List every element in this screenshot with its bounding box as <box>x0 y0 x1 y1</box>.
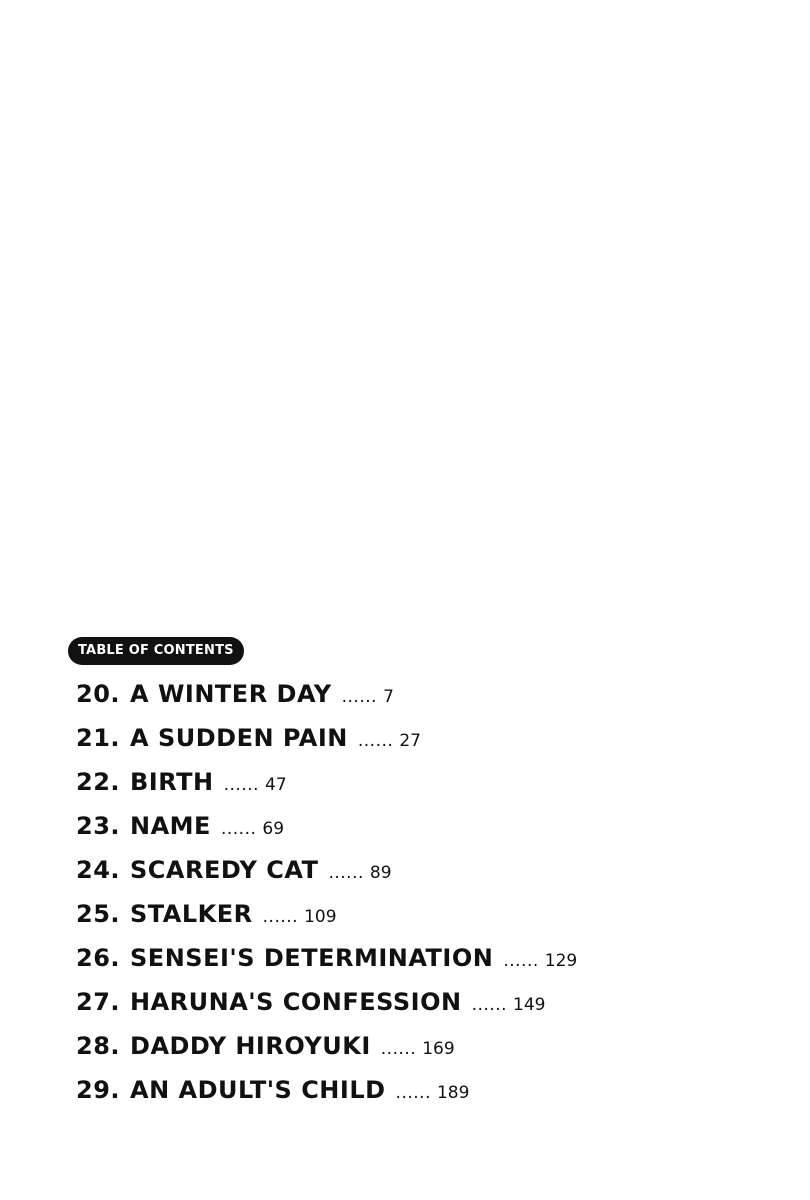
chapter-title: SCAREDY CAT <box>130 856 319 884</box>
chapter-number: 25. <box>76 900 121 928</box>
chapter-title: DADDY HIROYUKI <box>130 1032 371 1060</box>
page-number: 89 <box>369 863 392 883</box>
toc-entry[interactable] <box>76 1032 577 1076</box>
leader-dots: ...... <box>262 907 299 927</box>
page-number: 149 <box>513 995 546 1015</box>
page-number: 47 <box>265 775 287 795</box>
toc-heading-badge <box>68 637 244 665</box>
leader-dots: ...... <box>503 951 539 971</box>
chapter-number: 22. <box>76 768 121 796</box>
page-number: 69 <box>262 819 285 839</box>
leader-dots: ...... <box>328 863 364 883</box>
chapter-number: 27. <box>76 988 121 1016</box>
toc-list <box>76 680 577 1120</box>
leader-dots: ...... <box>471 995 508 1015</box>
toc-entry[interactable] <box>76 900 577 944</box>
toc-entry[interactable] <box>76 856 577 900</box>
page-number: 189 <box>436 1083 470 1103</box>
chapter-title: SENSEI'S DETERMINATION <box>130 944 494 972</box>
chapter-title: NAME <box>130 812 211 840</box>
toc-entry[interactable] <box>76 680 577 724</box>
page-number: 129 <box>544 951 578 971</box>
chapter-number: 26. <box>76 944 121 972</box>
leader-dots: ...... <box>223 775 260 795</box>
page-number: 109 <box>304 907 337 927</box>
toc-heading: TABLE OF CONTENTS <box>78 643 234 658</box>
page-number: 169 <box>422 1039 455 1059</box>
chapter-title: STALKER <box>130 900 253 928</box>
chapter-title: A WINTER DAY <box>130 680 332 708</box>
leader-dots: ...... <box>357 731 394 751</box>
chapter-title: BIRTH <box>130 768 214 796</box>
toc-entry[interactable] <box>76 768 577 812</box>
chapter-title: AN ADULT'S CHILD <box>130 1076 386 1104</box>
page-number: 7 <box>383 687 394 707</box>
leader-dots: ...... <box>220 819 257 839</box>
chapter-number: 23. <box>76 812 121 840</box>
toc-entry[interactable] <box>76 812 577 856</box>
chapter-title: HARUNA'S CONFESSION <box>130 988 462 1016</box>
toc-entry[interactable] <box>76 944 577 988</box>
leader-dots: ...... <box>395 1083 431 1103</box>
toc-entry[interactable] <box>76 988 577 1032</box>
chapter-number: 28. <box>76 1032 121 1060</box>
toc-entry[interactable] <box>76 724 577 768</box>
chapter-number: 24. <box>76 856 121 884</box>
page-number: 27 <box>399 731 421 751</box>
toc-entry[interactable] <box>76 1076 577 1120</box>
chapter-title: A SUDDEN PAIN <box>130 724 348 752</box>
chapter-number: 20. <box>76 680 121 708</box>
chapter-number: 29. <box>76 1076 121 1104</box>
leader-dots: ...... <box>341 687 378 707</box>
chapter-number: 21. <box>76 724 121 752</box>
leader-dots: ...... <box>380 1039 417 1059</box>
